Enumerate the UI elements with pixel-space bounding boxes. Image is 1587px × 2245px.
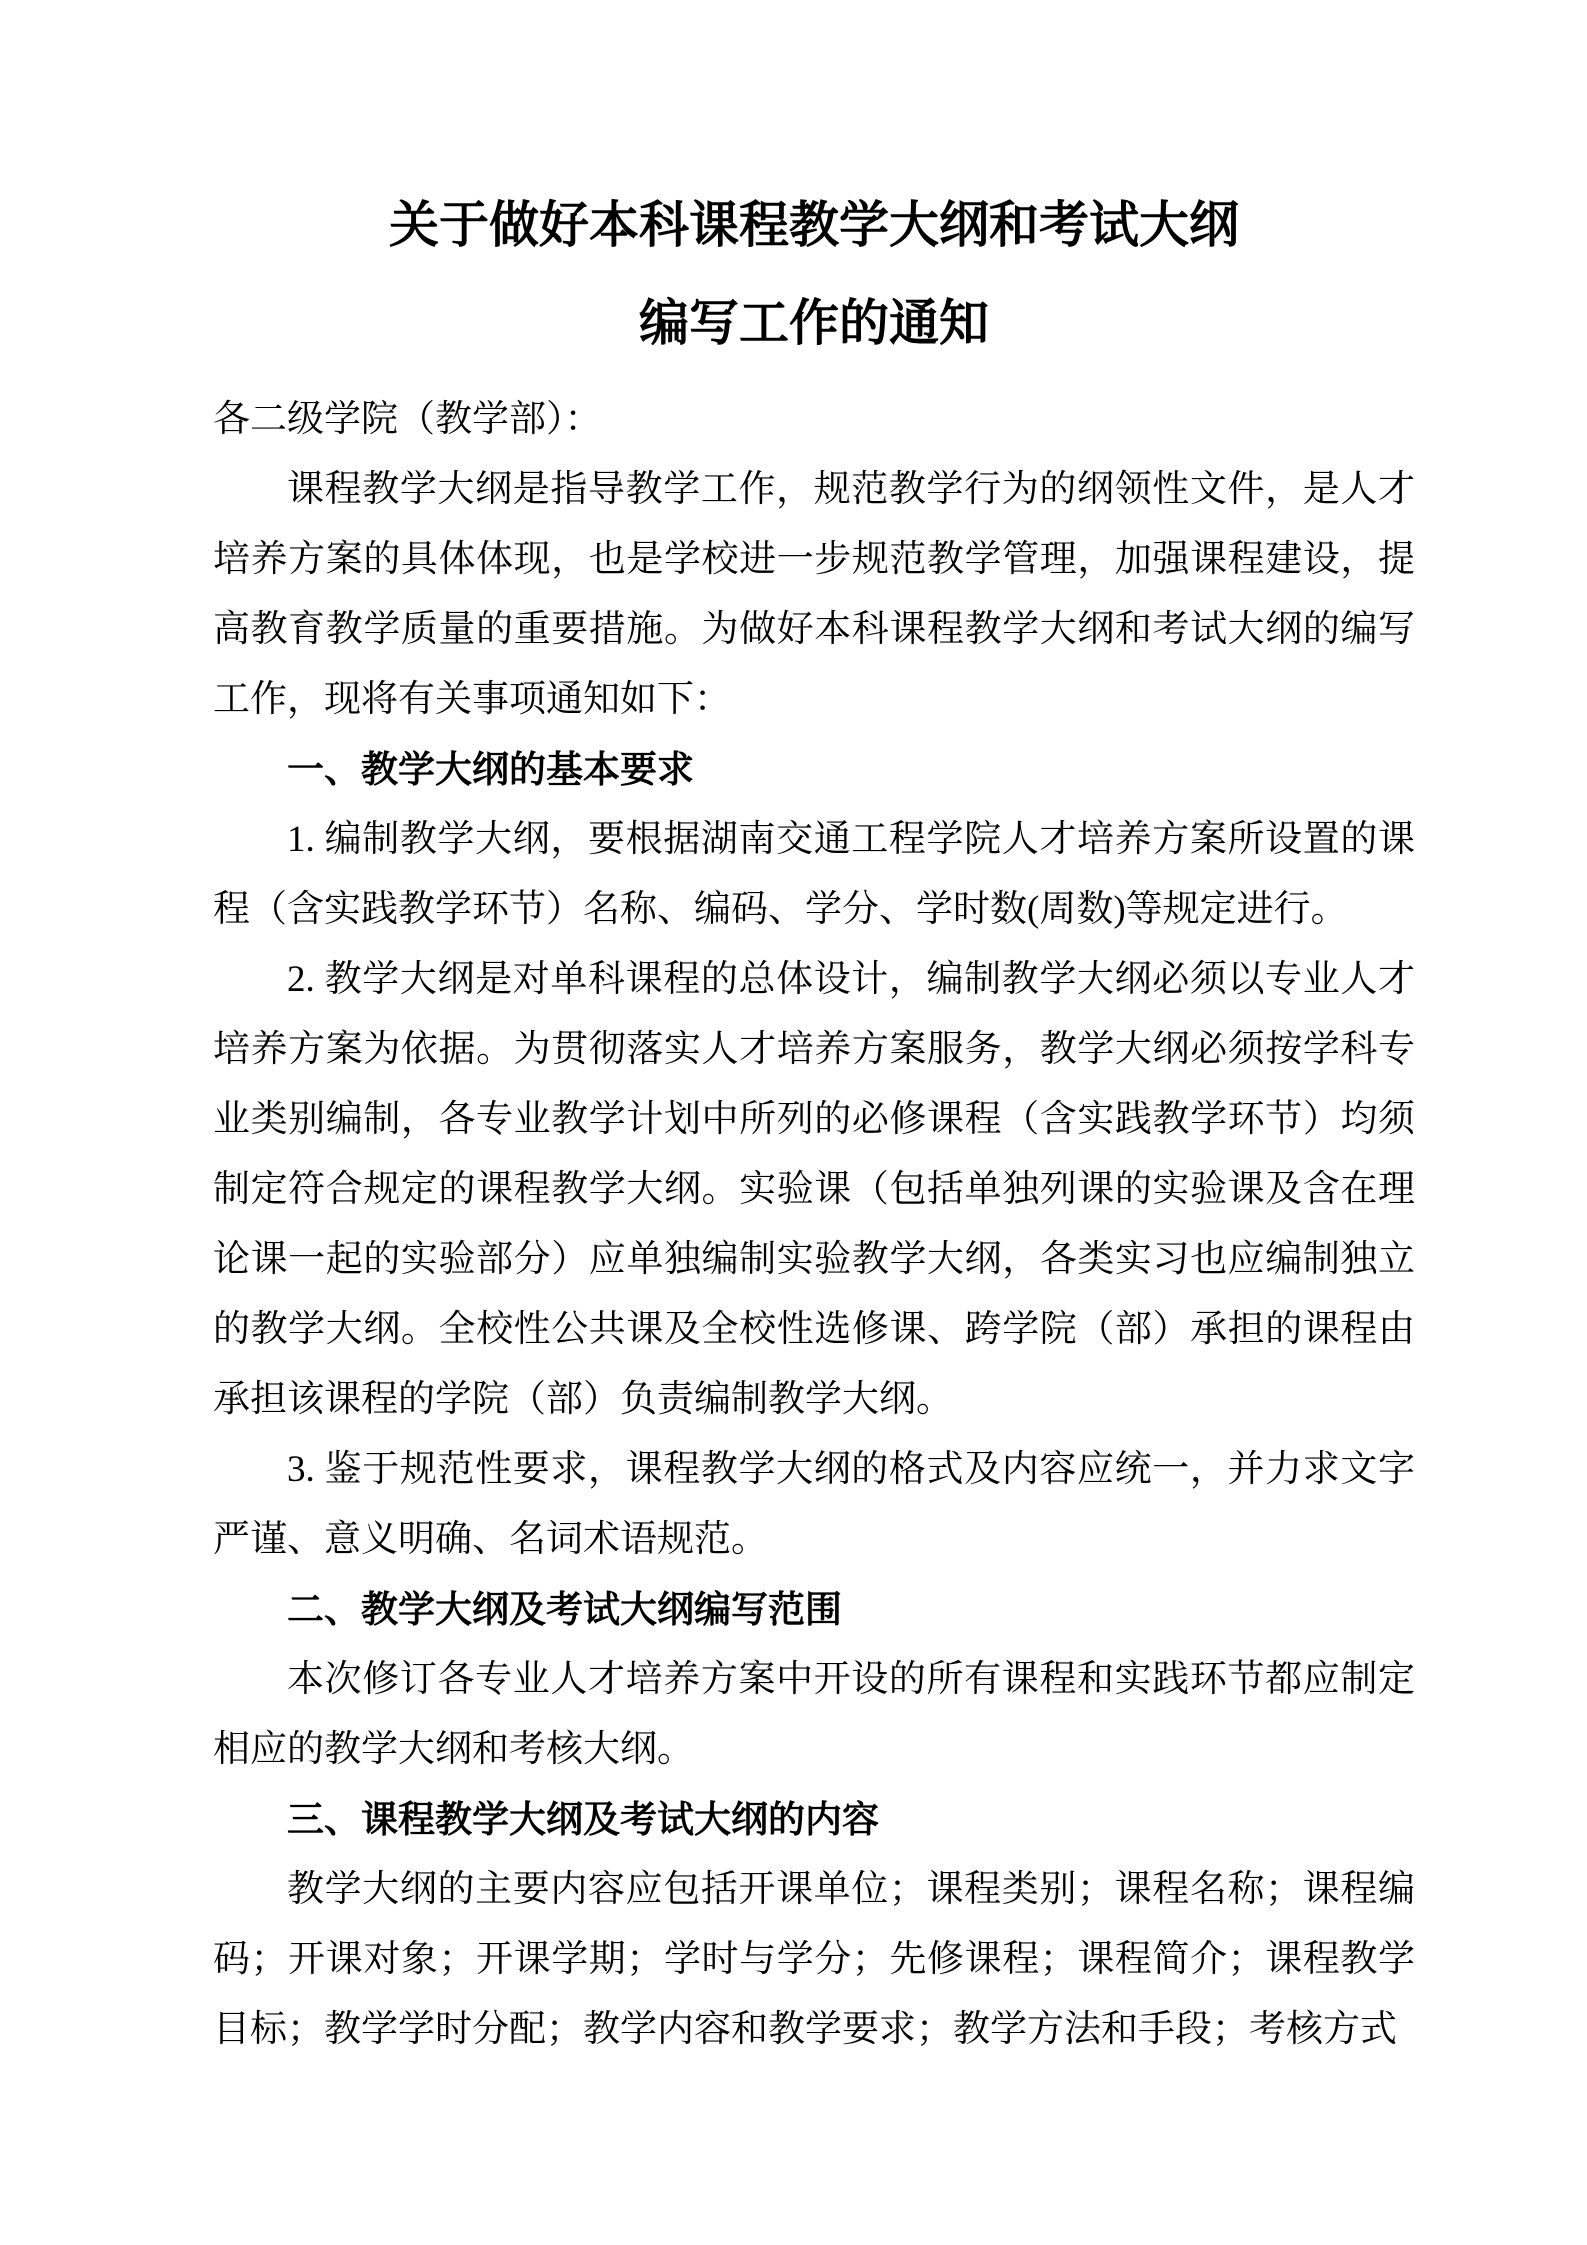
section-2-heading: 二、教学大纲及考试大纲编写范围 — [287, 1589, 842, 1630]
section-3-paragraph: 教学大纲的主要内容应包括开课单位；课程类别；课程名称；课程编码；开课对象；开课学期；学时与学分；先修课程；课程简介；课程教学目标；教学学时分配；教学内容和教学要求；教学方法和手段；考核方式 — [213, 1869, 1415, 2050]
document-body — [213, 385, 1415, 2065]
section-3-heading: 三、课程教学大纲及考试大纲的内容 — [287, 1799, 879, 1840]
document-title-line-1: 关于做好本科课程教学大纲和考试大纲 — [389, 197, 1239, 253]
section-1-item-2-paragraph: 2. 教学大纲是对单科课程的总体设计，编制教学大纲必须以专业人才培养方案为依据。为贯彻落实人才培养方案服务，教学大纲必须按学科专业类别编制，各专业教学计划中所列的必修课程（含实践教学环节）均须制定符合规定的课程教学大纲。实验课（包括单独列课的实验课及含在理论课一起的实验部分）应单独编制实验教学大纲，各类实习也应编制独立的教学大纲。全校性公共课及全校性选修课、跨学院（部）承担的课程由承担该课程的学院（部）负责编制教学大纲。 — [213, 959, 1415, 1420]
section-1-item-3-paragraph: 3. 鉴于规范性要求，课程教学大纲的格式及内容应统一，并力求文字严谨、意义明确、名词术语规范。 — [213, 1449, 1415, 1560]
document-title-line-2: 编写工作的通知 — [639, 295, 989, 351]
document-title — [213, 195, 1415, 353]
section-1-item-1-paragraph: 1. 编制教学大纲，要根据湖南交通工程学院人才培养方案所设置的课程（含实践教学环节）名称、编码、学分、学时数(周数)等规定进行。 — [213, 819, 1415, 930]
section-2-paragraph: 本次修订各专业人才培养方案中开设的所有课程和实践环节都应制定相应的教学大纲和考核大纲。 — [213, 1659, 1415, 1770]
section-1-heading: 一、教学大纲的基本要求 — [287, 749, 694, 790]
salutation: 各二级学院（教学部）： — [213, 399, 602, 440]
intro-paragraph: 课程教学大纲是指导教学工作，规范教学行为的纲领性文件，是人才培养方案的具体体现，也是学校进一步规范教学管理，加强课程建设，提高教育教学质量的重要措施。为做好本科课程教学大纲和考试大纲的编写工作，现将有关事项通知如下： — [213, 469, 1415, 720]
